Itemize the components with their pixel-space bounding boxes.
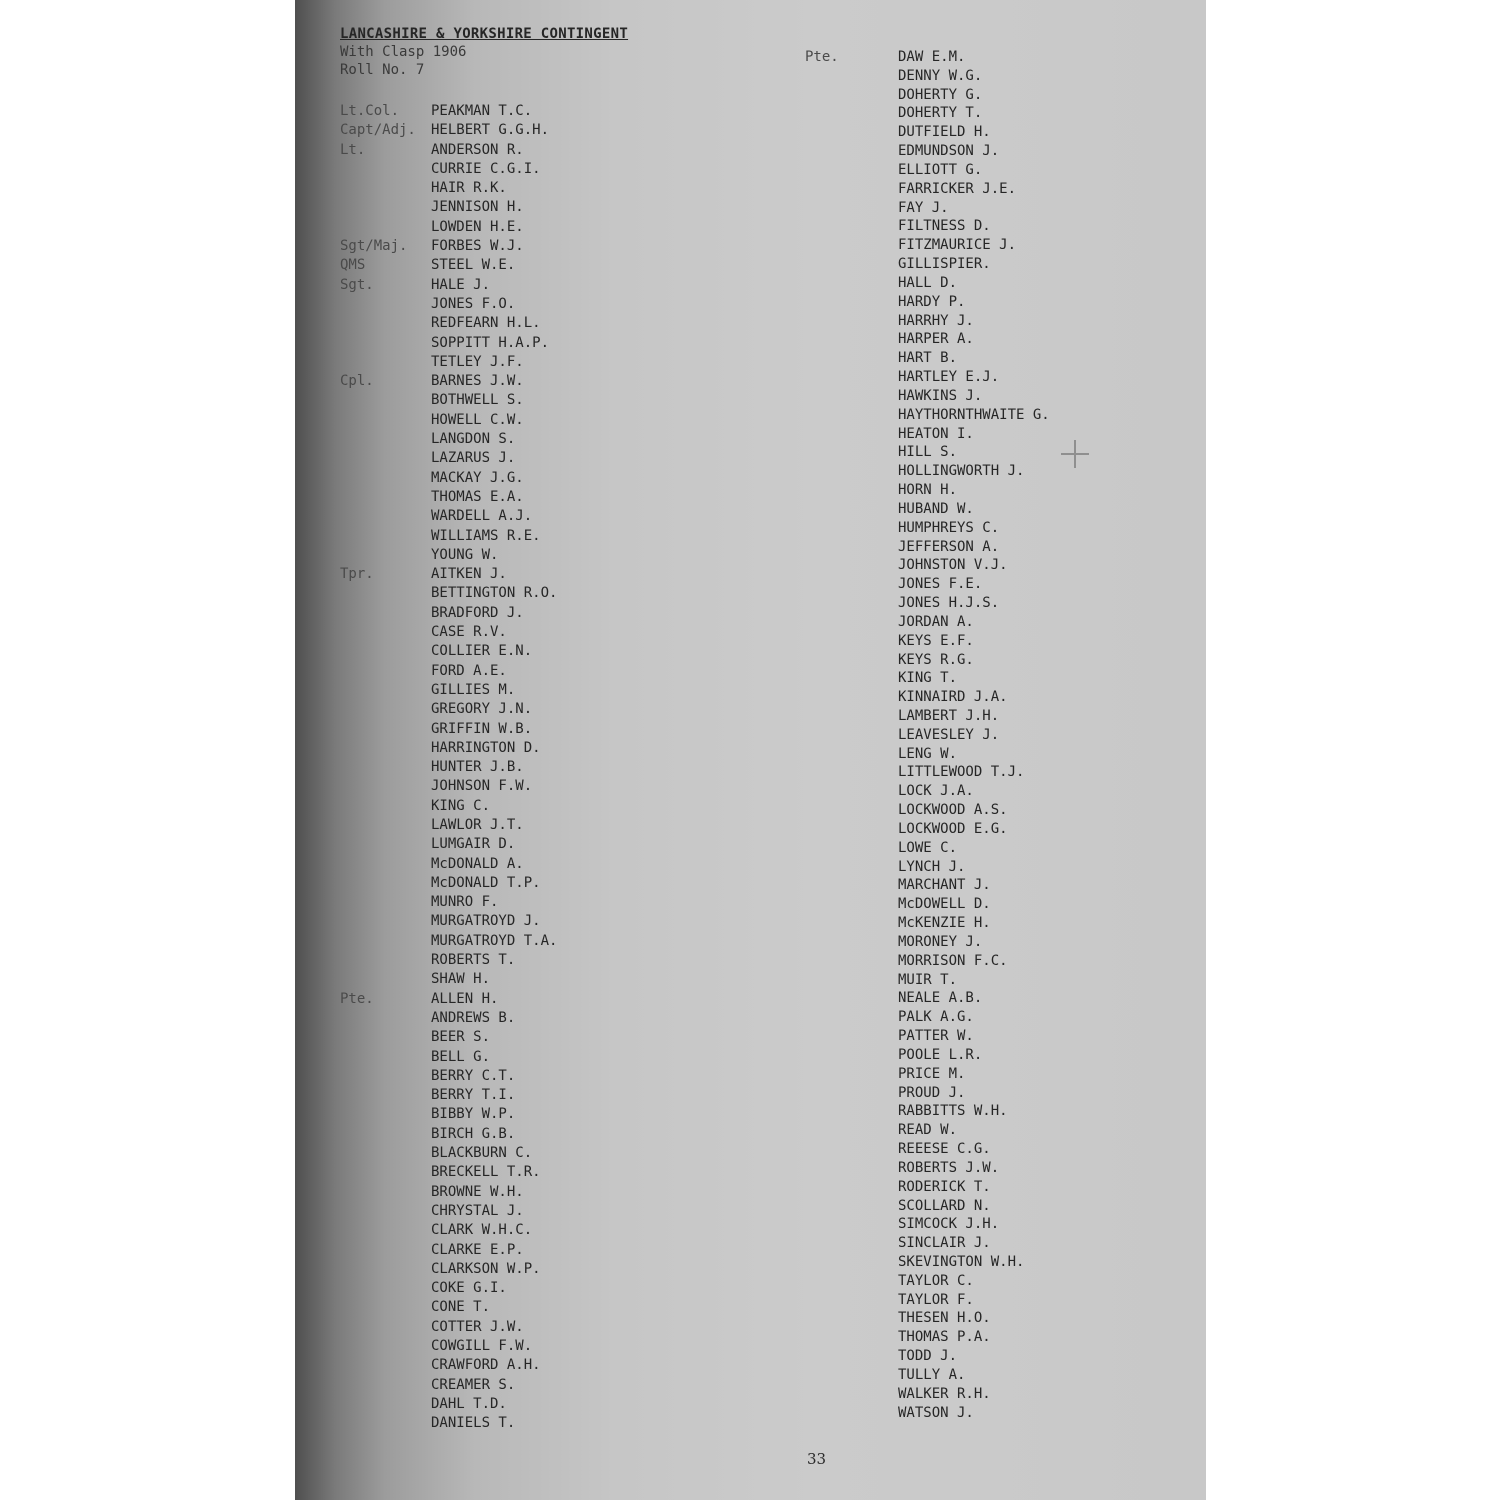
rank-label: Cpl. [340, 373, 374, 390]
soldier-name: HILL S. [898, 444, 958, 461]
soldier-name: KINNAIRD J.A. [898, 689, 1008, 706]
soldier-name: NEALE A.B. [898, 990, 983, 1007]
soldier-name: HARRHY J. [898, 312, 974, 329]
soldier-name: SIMCOCK J.H. [898, 1216, 1000, 1233]
soldier-name: KEYS E.F. [898, 632, 974, 649]
soldier-name: LAMBERT J.H. [898, 707, 1000, 724]
soldier-name: DAHL T.D. [431, 1395, 507, 1412]
soldier-name: PEAKMAN T.C. [431, 103, 533, 119]
rank-label: Pte. [340, 990, 374, 1007]
soldier-name: ANDREWS B. [431, 1009, 516, 1026]
soldier-name: STEEL W.E. [431, 257, 516, 274]
soldier-name: HART B. [898, 350, 958, 367]
soldier-name: SINCLAIR J. [898, 1235, 991, 1252]
soldier-name: LYNCH J. [898, 858, 966, 875]
soldier-name: WILLIAMS R.E. [431, 527, 541, 544]
soldier-name: ALLEN H. [431, 990, 499, 1007]
soldier-name: COTTER J.W. [431, 1318, 524, 1335]
soldier-name: CREAMER S. [431, 1376, 516, 1393]
soldier-name: ROBERTS T. [431, 952, 516, 969]
soldier-name: HORN H. [898, 482, 958, 499]
soldier-name: KING T. [898, 670, 958, 687]
soldier-name: THESEN H.O. [898, 1310, 991, 1327]
soldier-name: CURRIE C.G.I. [431, 160, 541, 177]
soldier-name: JONES H.J.S. [898, 595, 1000, 612]
rank-label: Lt.Col. [340, 103, 400, 119]
soldier-name: MURGATROYD T.A. [431, 932, 558, 949]
soldier-name: JONES F.E. [898, 576, 983, 593]
soldier-name: FORBES W.J. [431, 238, 524, 255]
soldier-name: MURGATROYD J. [431, 913, 541, 930]
soldier-name: WATSON J. [898, 1404, 974, 1421]
soldier-name: CLARKSON W.P. [431, 1260, 541, 1277]
soldier-name: LOCKWOOD E.G. [898, 820, 1008, 837]
soldier-name: RABBITTS W.H. [898, 1103, 1008, 1120]
soldier-name: FILTNESS D. [898, 218, 991, 235]
soldier-name: LITTLEWOOD T.J. [898, 764, 1025, 781]
soldier-name: EDMUNDSON J. [898, 143, 1000, 160]
soldier-name: GILLISPIER. [898, 256, 991, 273]
soldier-name: THOMAS E.A. [431, 488, 524, 505]
soldier-name: ELLIOTT G. [898, 161, 983, 178]
soldier-name: SKEVINGTON W.H. [898, 1254, 1025, 1270]
soldier-name: CASE R.V. [431, 624, 507, 641]
soldier-name: PATTER W. [898, 1028, 974, 1045]
rank-label: Sgt. [340, 276, 374, 293]
soldier-name: JENNISON H. [431, 199, 524, 216]
soldier-name: DUTFIELD H. [898, 124, 991, 141]
soldier-name: CHRYSTAL J. [431, 1202, 524, 1219]
soldier-name: DOHERTY T. [898, 105, 983, 122]
rank-label: QMS [340, 257, 366, 274]
soldier-name: REDFEARN H.L. [431, 315, 541, 332]
soldier-name: LAZARUS J. [431, 450, 516, 467]
soldier-name: HARDY P. [898, 293, 966, 310]
soldier-name: HUBAND W. [898, 500, 974, 517]
soldier-name: LOWE C. [898, 839, 958, 856]
soldier-name: HAWKINS J. [898, 387, 983, 404]
soldier-name: BEER S. [431, 1029, 491, 1046]
soldier-name: BIBBY W.P. [431, 1106, 516, 1123]
soldier-name: FARRICKER J.E. [898, 180, 1017, 197]
soldier-name: LANGDON S. [431, 431, 516, 448]
soldier-name: BROWNE W.H. [431, 1183, 524, 1200]
soldier-name: BARNES J.W. [431, 373, 524, 390]
soldier-name: CLARK W.H.C. [431, 1222, 533, 1239]
soldier-name: TODD J. [898, 1348, 958, 1365]
soldier-name: HELBERT G.G.H. [431, 122, 550, 139]
rank-label: Capt/Adj. [340, 122, 416, 139]
soldier-name: DOHERTY G. [898, 86, 983, 103]
soldier-name: MUIR T. [898, 971, 958, 988]
soldier-name: PROUD J. [898, 1084, 966, 1101]
soldier-name: MORRISON F.C. [898, 952, 1008, 969]
soldier-name: FORD A.E. [431, 662, 507, 679]
soldier-name: BOTHWELL S. [431, 392, 524, 409]
soldier-name: HARPER A. [898, 331, 974, 348]
soldier-name: HARTLEY E.J. [898, 369, 1000, 386]
soldier-name: HALE J. [431, 276, 491, 293]
soldier-name: McDONALD T.P. [431, 874, 541, 891]
soldier-name: RODERICK T. [898, 1178, 991, 1195]
soldier-name: WALKER R.H. [898, 1385, 991, 1402]
soldier-name: AITKEN J. [431, 566, 507, 583]
soldier-name: DANIELS T. [431, 1415, 516, 1432]
soldier-name: BRECKELL T.R. [431, 1164, 541, 1181]
soldier-name: POOLE L.R. [898, 1046, 983, 1063]
soldier-name: LAWLOR J.T. [431, 816, 524, 833]
soldier-name: WARDELL A.J. [431, 508, 533, 525]
soldier-name: LOWDEN H.E. [431, 218, 524, 235]
soldier-name: PRICE M. [898, 1065, 966, 1082]
soldier-name: LUMGAIR D. [431, 836, 516, 853]
rank-label: Tpr. [340, 566, 374, 583]
clasp-subtitle: With Clasp 1906 [340, 44, 467, 60]
soldier-name: LENG W. [898, 745, 958, 762]
soldier-name: TAYLOR C. [898, 1272, 974, 1289]
soldier-name: JOHNSON F.W. [431, 778, 533, 795]
soldier-name: HUNTER J.B. [431, 759, 524, 776]
soldier-name: TAYLOR F. [898, 1291, 974, 1308]
soldier-name: MACKAY J.G. [431, 469, 524, 486]
soldier-name: CRAWFORD A.H. [431, 1357, 541, 1374]
soldier-name: GILLIES M. [431, 681, 516, 698]
soldier-name: HARRINGTON D. [431, 739, 541, 756]
soldier-name: PALK A.G. [898, 1009, 974, 1026]
soldier-name: CONE T. [431, 1299, 491, 1316]
soldier-name: MARCHANT J. [898, 877, 991, 894]
soldier-name: McKENZIE H. [898, 915, 991, 932]
soldier-name: BELL G. [431, 1048, 491, 1065]
soldier-name: THOMAS P.A. [898, 1329, 991, 1346]
document-page [295, 0, 1206, 1500]
soldier-name: TULLY A. [898, 1366, 966, 1383]
soldier-name: SCOLLARD N. [898, 1197, 991, 1214]
soldier-name: JEFFERSON A. [898, 538, 1000, 555]
soldier-name: SHAW H. [431, 971, 491, 988]
soldier-name: BERRY T.I. [431, 1087, 516, 1104]
soldier-name: HAIR R.K. [431, 180, 507, 197]
soldier-name: JORDAN A. [898, 613, 974, 630]
pencil-cross-mark [1057, 436, 1093, 472]
soldier-name: LEAVESLEY J. [898, 726, 1000, 743]
soldier-name: HALL D. [898, 274, 958, 291]
rank-label: Sgt/Maj. [340, 238, 408, 255]
soldier-name: HUMPHREYS C. [898, 519, 1000, 536]
soldier-name: BERRY C.T. [431, 1067, 516, 1084]
soldier-name: READ W. [898, 1122, 958, 1139]
soldier-name: ANDERSON R. [431, 141, 524, 158]
roll-number: Roll No. 7 [340, 62, 425, 78]
soldier-name: CLARKE E.P. [431, 1241, 524, 1258]
soldier-name: ROBERTS J.W. [898, 1159, 1000, 1176]
soldier-name: YOUNG W. [431, 546, 499, 563]
soldier-name: McDONALD A. [431, 855, 524, 872]
soldier-name: BLACKBURN C. [431, 1145, 533, 1162]
soldier-name: DAW E.M. [898, 49, 966, 65]
soldier-name: COWGILL F.W. [431, 1338, 533, 1354]
soldier-name: BIRCH G.B. [431, 1125, 516, 1142]
soldier-name: HOLLINGWORTH J. [898, 463, 1025, 480]
rank-label: Pte. [805, 49, 839, 65]
soldier-name: JONES F.O. [431, 295, 516, 312]
soldier-name: FITZMAURICE J. [898, 237, 1017, 254]
soldier-name: LOCKWOOD A.S. [898, 802, 1008, 819]
soldier-name: REEESE C.G. [898, 1141, 991, 1158]
soldier-name: FAY J. [898, 199, 949, 216]
contingent-title: LANCASHIRE & YORKSHIRE CONTINGENT [340, 26, 629, 42]
page-number: 33 [807, 1450, 827, 1468]
soldier-name: LOCK J.A. [898, 783, 974, 800]
soldier-name: KING C. [431, 797, 491, 814]
soldier-name: KEYS R.G. [898, 651, 974, 668]
soldier-name: GRIFFIN W.B. [431, 720, 533, 737]
soldier-name: McDOWELL D. [898, 896, 991, 913]
soldier-name: HAYTHORNTHWAITE G. [898, 406, 1050, 423]
soldier-name: JOHNSTON V.J. [898, 557, 1008, 574]
soldier-name: COKE G.I. [431, 1280, 507, 1297]
soldier-name: COLLIER E.N. [431, 643, 533, 660]
soldier-name: BRADFORD J. [431, 604, 524, 621]
soldier-name: SOPPITT H.A.P. [431, 334, 550, 351]
roll-heading [340, 25, 628, 79]
soldier-name: MORONEY J. [898, 933, 983, 950]
soldier-name: BETTINGTON R.O. [431, 585, 558, 602]
soldier-name: DENNY W.G. [898, 67, 983, 84]
soldier-name: TETLEY J.F. [431, 353, 524, 370]
soldier-name: HOWELL C.W. [431, 411, 524, 428]
soldier-name: MUNRO F. [431, 894, 499, 911]
soldier-name: HEATON I. [898, 425, 974, 442]
rank-label: Lt. [340, 141, 366, 158]
soldier-name: GREGORY J.N. [431, 701, 533, 718]
